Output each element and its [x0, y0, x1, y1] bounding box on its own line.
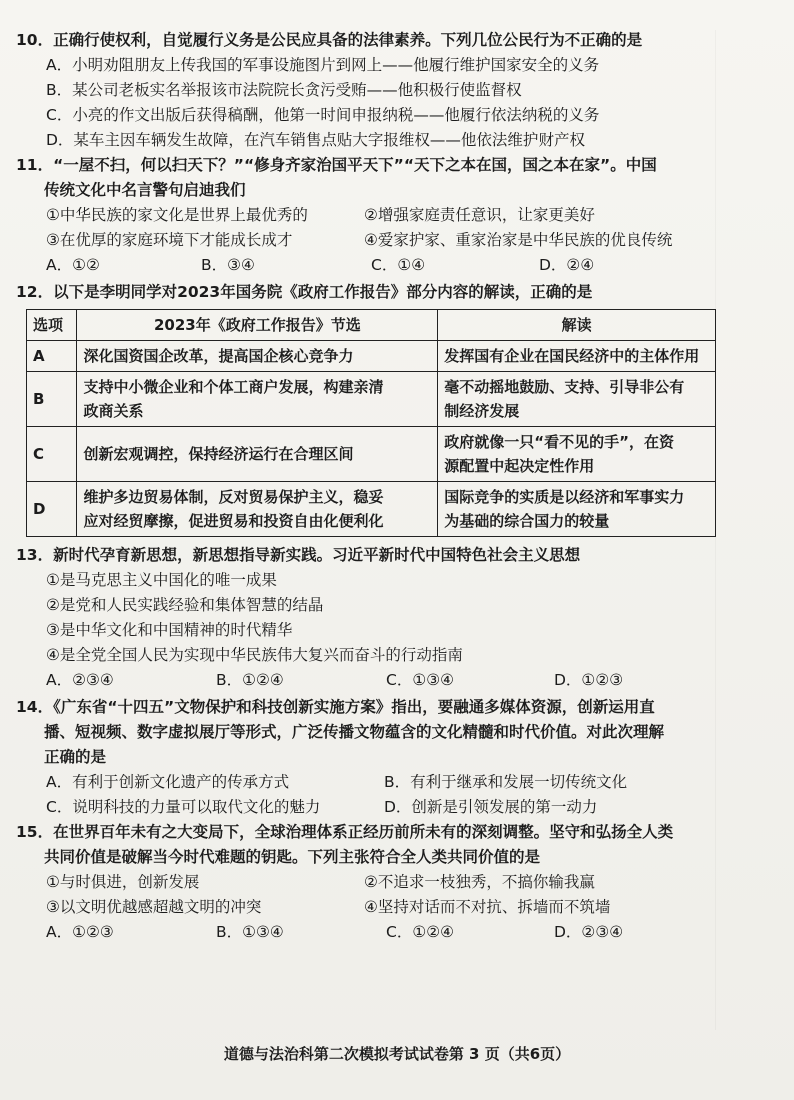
question-15-choice-d: D．②③④: [554, 923, 624, 941]
question-13-choices: [16, 668, 716, 693]
table-cell-interpretation: [438, 427, 716, 482]
question-15-statement-4: ④坚持对话而不对抗、拆墙而不筑墙: [364, 898, 611, 916]
table-cell-excerpt: [77, 341, 438, 372]
page-footer: 道德与法治科第二次模拟考试试卷第 3 页（共6页）: [223, 1045, 571, 1063]
question-11-statements-row-1: [16, 203, 716, 228]
question-14-options-row-2: [16, 795, 716, 820]
table-cell-interpretation: [438, 372, 716, 427]
question-11-statement-3: ③在优厚的家庭环境下才能成长成才: [46, 231, 293, 249]
table-header-row: [27, 310, 716, 341]
interpretation-line-1: 发挥国有企业在国民经济中的主体作用: [444, 347, 700, 365]
interpretation-line-2: 源配置中起决定性作用: [444, 457, 595, 475]
question-14-option-d: D．创新是引领发展的第一动力: [384, 798, 598, 816]
question-15-choices: [16, 920, 716, 945]
question-14-option-a: A．有利于创新文化遗产的传承方式: [46, 773, 290, 791]
table-cell-interpretation: [438, 341, 716, 372]
question-10-option-c: C．小亮的作文出版后获得稿酬，他第一时间申报纳税——他履行依法纳税的义务: [46, 106, 600, 124]
excerpt-line-2: 政商关系: [83, 402, 144, 420]
question-12: [16, 280, 716, 537]
interpretation-line-1: 毫不动摇地鼓励、支持、引导非公有: [444, 378, 685, 396]
question-14-stem-line-3: 正确的是: [44, 748, 107, 766]
question-13-statement-1: ①是马克思主义中国化的唯一成果: [46, 571, 277, 589]
question-13-stem: 13．新时代孕育新思想，新思想指导新实践。习近平新时代中国特色社会主义思想: [16, 546, 581, 564]
question-11-statement-4: ④爱家护家、重家治家是中华民族的优良传统: [364, 231, 673, 249]
question-10-option-b: B．某公司老板实名举报该市法院院长贪污受贿——他积极行使监督权: [46, 81, 522, 99]
page-content: [16, 28, 716, 947]
question-10-option-d: D．某车主因车辆发生故障，在汽车销售点贴大字报维权——他依法维护财产权: [46, 131, 585, 149]
report-interpretation-table: [26, 309, 716, 537]
question-11-choice-d: D．②④: [539, 256, 595, 274]
excerpt-line-2: 应对经贸摩擦，促进贸易和投资自由化便利化: [83, 512, 384, 530]
bleed-through-margin: [715, 30, 786, 1030]
table-cell-option: C: [27, 427, 77, 482]
table-row: [27, 482, 716, 537]
question-14: [16, 695, 716, 820]
question-13: [16, 543, 716, 693]
question-15-statement-2: ②不追求一枝独秀，不搞你输我赢: [364, 873, 595, 891]
table-header-option: 选项: [27, 310, 77, 341]
excerpt-line-1: 支持中小微企业和个体工商户发展，构建亲清: [83, 378, 384, 396]
question-13-statement-2: ②是党和人民实践经验和集体智慧的结晶: [46, 596, 324, 614]
excerpt-line-1: 深化国资国企改革，提高国企核心竞争力: [83, 347, 354, 365]
question-14-option-b: B．有利于继承和发展一切传统文化: [384, 773, 628, 791]
question-13-choice-c: C．①③④: [386, 671, 455, 689]
table-cell-option: A: [27, 341, 77, 372]
question-11: [16, 153, 716, 278]
question-15-choice-b: B．①③④: [216, 923, 284, 941]
question-15-stem-line-1: 15．在世界百年未有之大变局下，全球治理体系正经历前所未有的深刻调整。坚守和弘扬全人类: [16, 823, 674, 841]
question-15-choice-c: C．①②④: [386, 923, 455, 941]
interpretation-line-1: 政府就像一只“看不见的手”，在资: [444, 433, 674, 451]
question-15-statement-3: ③以文明优越感超越文明的冲突: [46, 898, 262, 916]
table-row: [27, 341, 716, 372]
question-10: [16, 28, 716, 153]
question-14-options-row-1: [16, 770, 716, 795]
interpretation-line-2: 为基础的综合国力的较量: [444, 512, 610, 530]
question-11-choice-b: B．③④: [201, 256, 255, 274]
question-11-choice-a: A．①②: [46, 256, 100, 274]
question-14-option-c: C．说明科技的力量可以取代文化的魅力: [46, 798, 321, 816]
question-15-statements-row-2: [16, 895, 716, 920]
question-15-statements-row-1: [16, 870, 716, 895]
question-14-stem-line-2: 播、短视频、数字虚拟展厅等形式，广泛传播文物蕴含的文化精髓和时代价值。对此次理解: [44, 723, 665, 741]
table-cell-excerpt: [77, 427, 438, 482]
question-15-statement-1: ①与时俱进，创新发展: [46, 873, 200, 891]
question-10-option-a: A．小明劝阻朋友上传我国的军事设施图片到网上——他履行维护国家安全的义务: [46, 56, 600, 74]
question-15-stem-line-2: 共同价值是破解当今时代难题的钥匙。下列主张符合全人类共同价值的是: [44, 848, 541, 866]
question-10-stem: 10．正确行使权利，自觉履行义务是公民应具备的法律素养。下列几位公民行为不正确的是: [16, 31, 643, 49]
question-12-stem: 12．以下是李明同学对2023年国务院《政府工作报告》部分内容的解读，正确的是: [16, 283, 593, 301]
question-11-statement-2: ②增强家庭责任意识，让家更美好: [364, 206, 595, 224]
question-11-stem-line-2: 传统文化中名言警句启迪我们: [44, 181, 246, 199]
question-13-choice-a: A．②③④: [46, 671, 114, 689]
question-11-statement-1: ①中华民族的家文化是世界上最优秀的: [46, 206, 308, 224]
question-14-stem-line-1: 14．《广东省“十四五”文物保护和科技创新实施方案》指出，要融通多媒体资源，创新运用直: [16, 698, 655, 716]
question-15: [16, 820, 716, 945]
excerpt-line-1: 创新宏观调控，保持经济运行在合理区间: [83, 445, 354, 463]
table-row: [27, 427, 716, 482]
table-cell-option: D: [27, 482, 77, 537]
table-row: [27, 372, 716, 427]
question-13-statement-4: ④是全党全国人民为实现中华民族伟大复兴而奋斗的行动指南: [46, 646, 463, 664]
excerpt-line-1: 维护多边贸易体制，反对贸易保护主义，稳妥: [83, 488, 384, 506]
question-13-choice-b: B．①②④: [216, 671, 284, 689]
question-11-choice-c: C．①④: [371, 256, 426, 274]
question-11-stem-line-1: 11．“一屋不扫，何以扫天下？”“修身齐家治国平天下”“天下之本在国，国之本在家”。中国: [16, 156, 657, 174]
interpretation-line-2: 制经济发展: [444, 402, 520, 420]
table-cell-excerpt: [77, 482, 438, 537]
table-header-interpretation: 解读: [438, 310, 716, 341]
question-13-choice-d: D．①②③: [554, 671, 624, 689]
question-13-statement-3: ③是中华文化和中国精神的时代精华: [46, 621, 293, 639]
question-15-choice-a: A．①②③: [46, 923, 114, 941]
table-header-excerpt: 2023年《政府工作报告》节选: [77, 310, 438, 341]
table-cell-excerpt: [77, 372, 438, 427]
question-11-statements-row-2: [16, 228, 716, 253]
table-cell-option: B: [27, 372, 77, 427]
table-cell-interpretation: [438, 482, 716, 537]
interpretation-line-1: 国际竞争的实质是以经济和军事实力: [444, 488, 685, 506]
question-11-choices: [16, 253, 716, 278]
